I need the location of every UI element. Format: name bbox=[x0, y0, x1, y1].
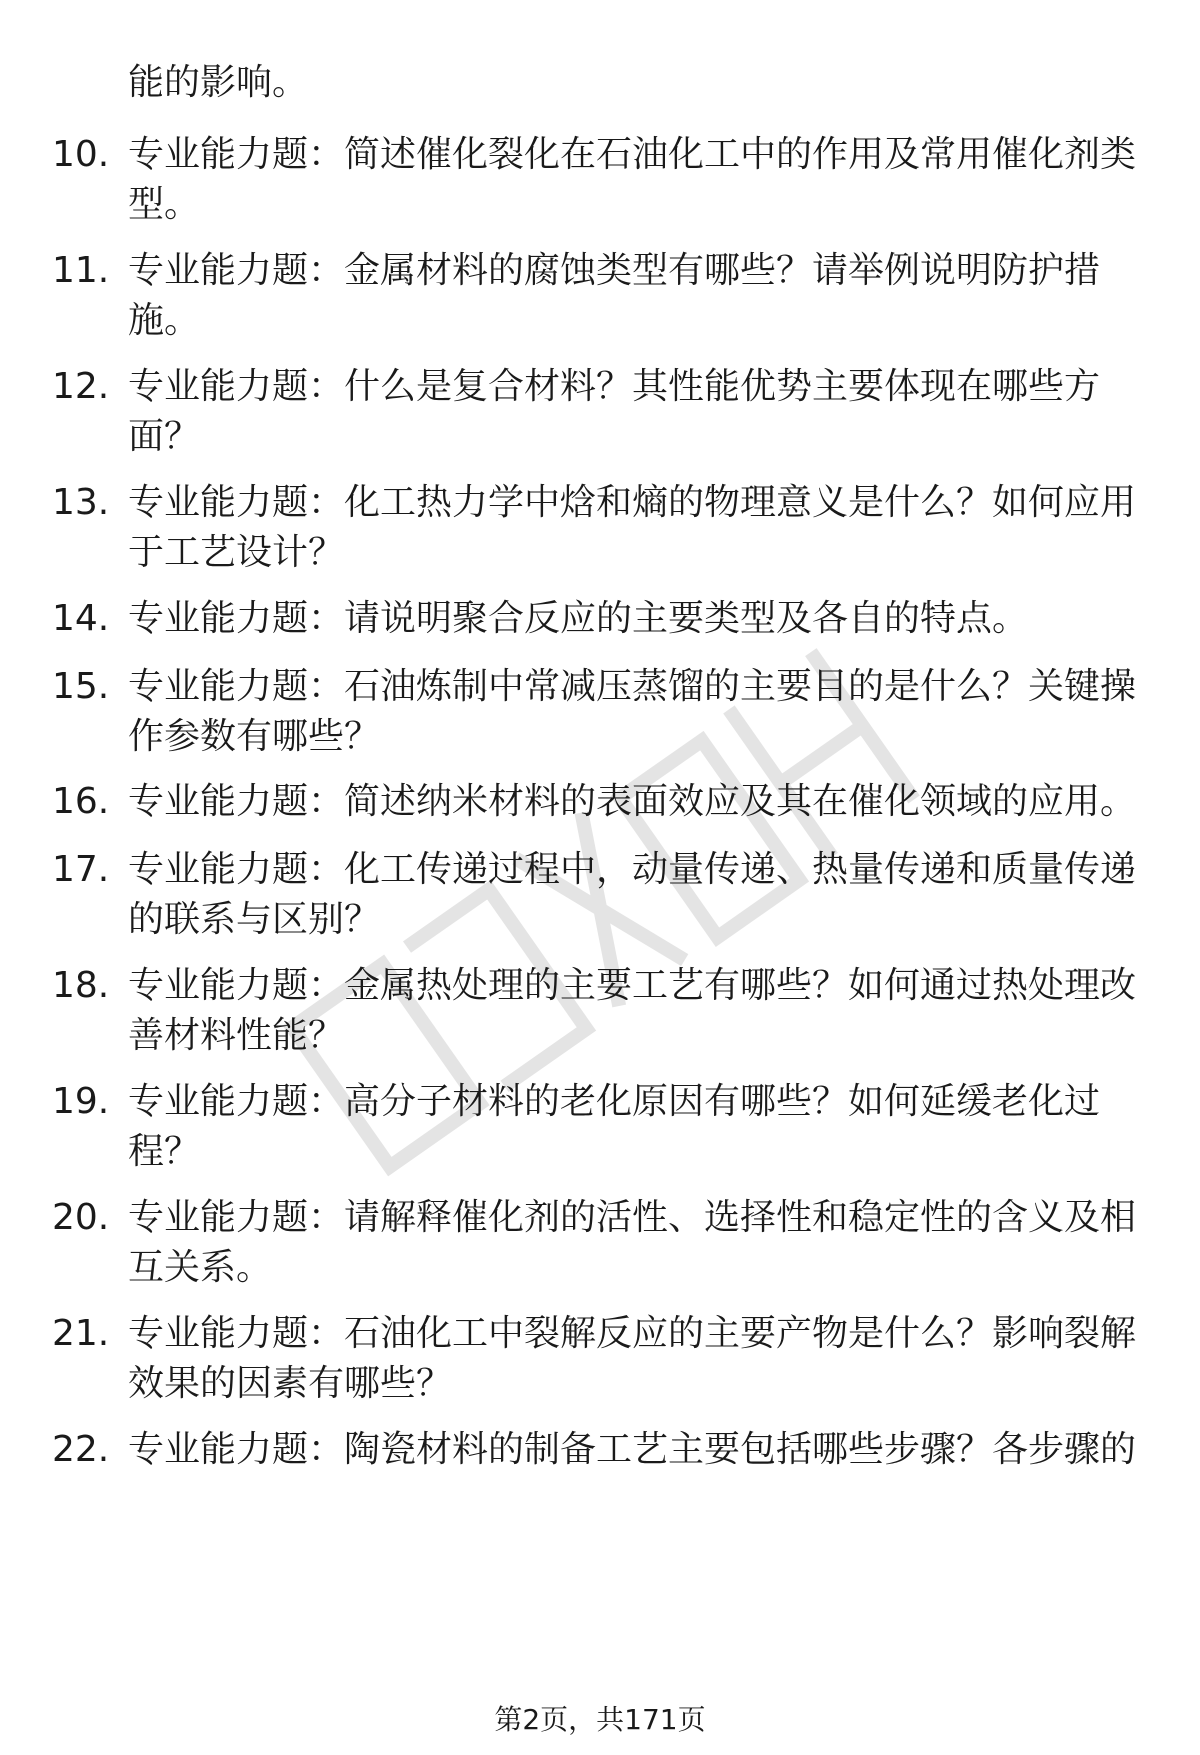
question-number: 19. bbox=[52, 1081, 110, 1122]
question-text: 专业能力题：石油化工中裂解反应的主要产物是什么？影响裂解效果的因素有哪些？ bbox=[128, 1313, 1137, 1404]
question-number: 10. bbox=[52, 134, 110, 175]
question-number: 12. bbox=[52, 366, 110, 407]
question-text: 专业能力题：请解释催化剂的活性、选择性和稳定性的含义及相互关系。 bbox=[128, 1197, 1137, 1288]
question-text: 专业能力题：化工热力学中焓和熵的物理意义是什么？如何应用于工艺设计？ bbox=[128, 482, 1137, 573]
question-text: 专业能力题：高分子材料的老化原因有哪些？如何延缓老化过程？ bbox=[128, 1081, 1101, 1172]
question-text: 专业能力题：陶瓷材料的制备工艺主要包括哪些步骤？各步骤的 bbox=[128, 1429, 1137, 1470]
question-number: 18. bbox=[52, 965, 110, 1006]
question-text: 专业能力题：金属材料的腐蚀类型有哪些？请举例说明防护措施。 bbox=[128, 250, 1101, 341]
question-number: 13. bbox=[52, 482, 110, 523]
question-text: 专业能力题：请说明聚合反应的主要类型及各自的特点。 bbox=[128, 598, 1029, 639]
question-number: 16. bbox=[52, 781, 110, 822]
question-number: 17. bbox=[52, 849, 110, 890]
question-text: 专业能力题：什么是复合材料？其性能优势主要体现在哪些方面？ bbox=[128, 366, 1101, 457]
question-number: 22. bbox=[52, 1429, 110, 1470]
continuation-text: 能的影响。 bbox=[128, 62, 309, 103]
question-text: 专业能力题：简述催化裂化在石油化工中的作用及常用催化剂类型。 bbox=[128, 134, 1137, 225]
question-text: 专业能力题：金属热处理的主要工艺有哪些？如何通过热处理改善材料性能？ bbox=[128, 965, 1137, 1056]
question-number: 20. bbox=[52, 1197, 110, 1238]
question-number: 15. bbox=[52, 666, 110, 707]
question-number: 14. bbox=[52, 598, 110, 639]
question-number: 11. bbox=[52, 250, 110, 291]
question-text: 专业能力题：化工传递过程中，动量传递、热量传递和质量传递的联系与区别？ bbox=[128, 849, 1137, 940]
question-text: 专业能力题：石油炼制中常减压蒸馏的主要目的是什么？关键操作参数有哪些？ bbox=[128, 666, 1137, 757]
question-text: 专业能力题：简述纳米材料的表面效应及其在催化领域的应用。 bbox=[128, 781, 1137, 822]
question-number: 21. bbox=[52, 1313, 110, 1354]
page-footer: 第2页，共171页 bbox=[494, 1703, 706, 1736]
